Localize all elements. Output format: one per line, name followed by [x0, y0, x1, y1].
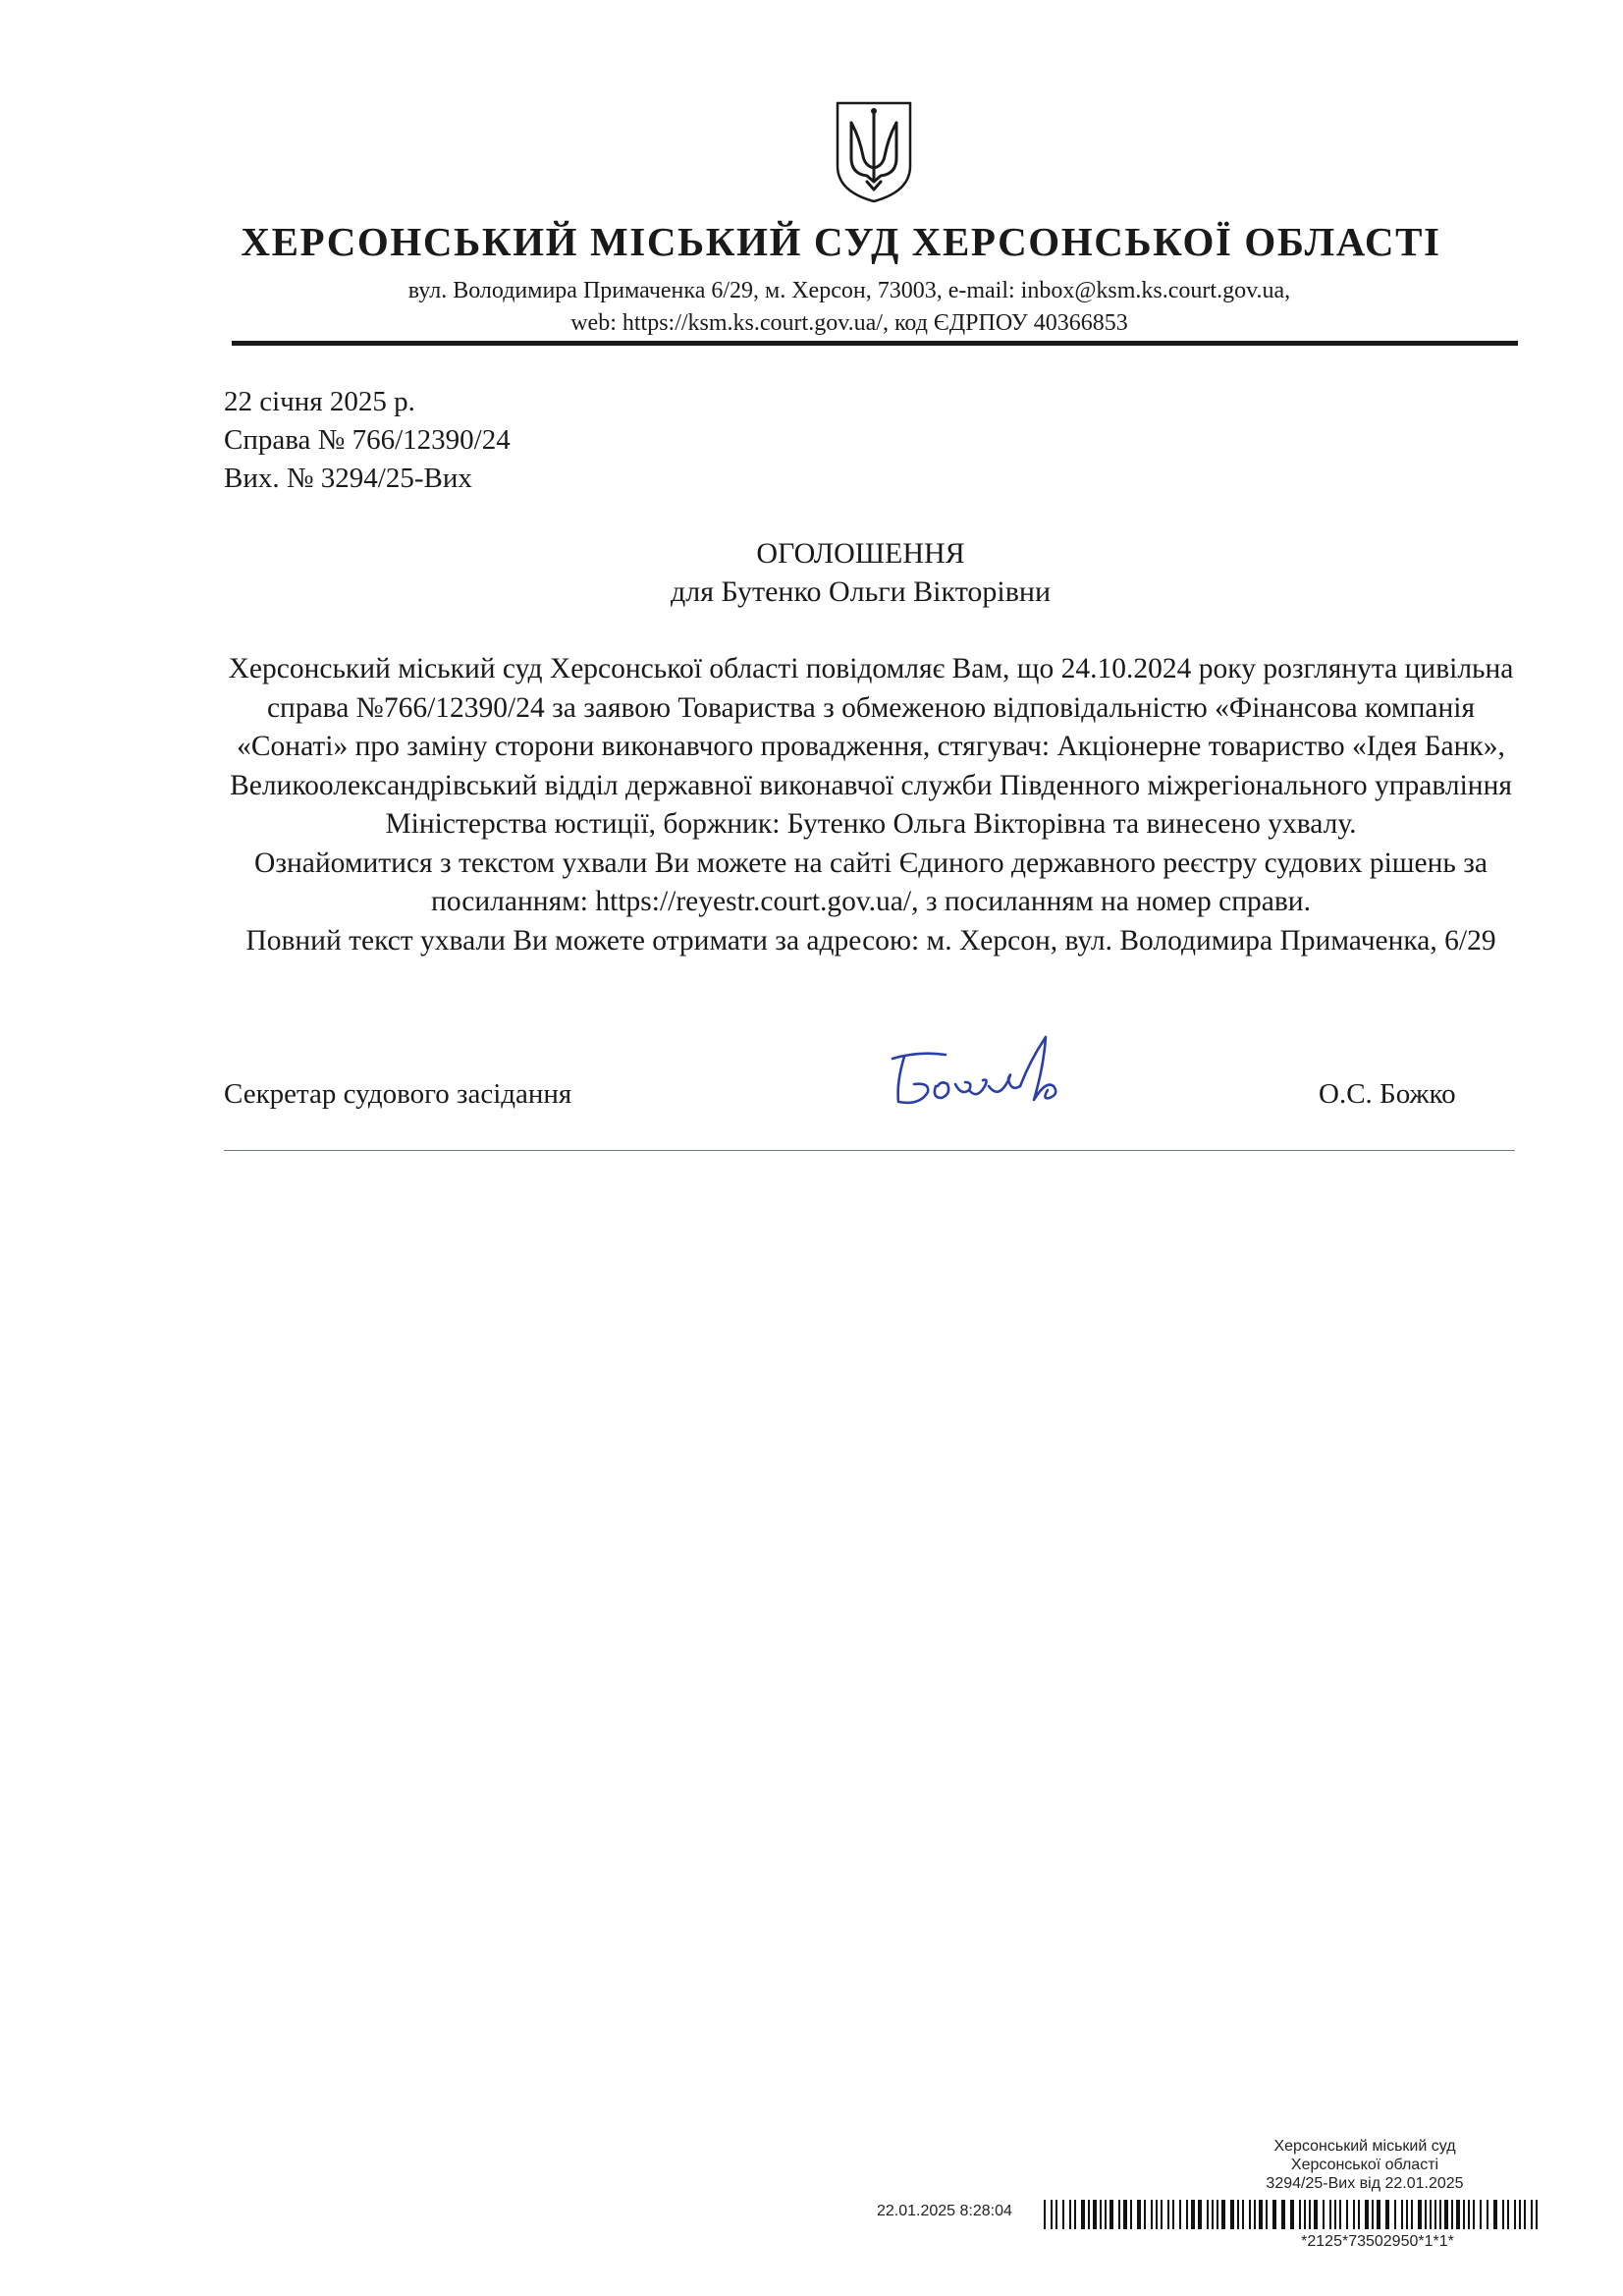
barcode-bar: [1186, 2200, 1188, 2229]
barcode-bar: [1123, 2200, 1127, 2229]
barcode-bar: [1093, 2200, 1097, 2229]
barcode-bar: [1480, 2200, 1482, 2229]
court-name: ХЕРСОНСЬКИЙ МІСЬКИЙ СУД ХЕРСОНСЬКОЇ ОБЛАСТІ: [241, 219, 1441, 264]
barcode-bar: [1365, 2200, 1369, 2229]
barcode-bar: [1100, 2200, 1102, 2229]
barcode-bar: [1242, 2200, 1244, 2229]
barcode-bar: [1502, 2200, 1504, 2229]
barcode-bar: [1151, 2200, 1153, 2229]
barcode-bar: [1230, 2200, 1234, 2229]
announcement-body: [218, 650, 1524, 960]
barcode-bar: [1051, 2200, 1053, 2229]
barcode-bar: [1487, 2200, 1488, 2229]
barcode-bar: [1418, 2200, 1422, 2229]
barcode-bar: [1304, 2200, 1306, 2229]
body-paragraph-3: Повний текст ухвали Ви можете отримати за адресою: м. Херсон, вул. Володимира Примаченка, 6/29: [245, 924, 1496, 957]
barcode-bar: [1524, 2200, 1526, 2229]
barcode-bar: [1456, 2200, 1460, 2229]
barcode-bar: [1425, 2200, 1427, 2229]
barcode-bar: [1217, 2200, 1218, 2229]
barcode-bar: [1272, 2200, 1276, 2229]
court-address: [295, 275, 1404, 340]
barcode-bar: [1434, 2200, 1436, 2229]
barcode-bar: [1536, 2200, 1538, 2229]
barcode-bar: [1531, 2200, 1533, 2229]
barcode-bar: [1514, 2200, 1516, 2229]
body-paragraph-1: Херсонський міський суд Херсонської області повідомляє Вам, що 24.10.2024 року розглянута цивільна справа №766/12390/24 за заявою Товариства з обмеженою відповідальністю «Фінансова компанія «Сонаті» про заміну сторони виконавчого провадження, стягувач: Акціонерне товариство «Ідея Банк», Великоолександрівський відділ державної виконавчої служби Південного міжрегіонального управління Міністерства юстиції, боржник: Бутенко Ольга Вікторівна та винесено ухвалу.: [228, 653, 1514, 840]
address-line-2: web: https://ksm.ks.court.gov.ua/, код ЄДРПОУ 40366853: [570, 310, 1128, 336]
barcode-bar: [1088, 2200, 1090, 2229]
barcode-bar: [1069, 2200, 1071, 2229]
barcode-bar: [1411, 2200, 1413, 2229]
barcode-bar: [1191, 2200, 1195, 2229]
barcode-bar: [1207, 2200, 1209, 2229]
barcode-bar: [1137, 2200, 1141, 2229]
barcode-bar: [1451, 2200, 1453, 2229]
stamp-line-2: Херсонської області: [1290, 2157, 1439, 2173]
barcode-bar: [1385, 2200, 1389, 2229]
barcode-bar: [1493, 2200, 1497, 2229]
document-meta: [224, 383, 511, 498]
barcode-bar: [1055, 2200, 1057, 2229]
barcode-icon: [1044, 2200, 1544, 2229]
stamp-line-3: 3294/25-Вих від 22.01.2025: [1266, 2175, 1464, 2192]
barcode-bar: [1463, 2200, 1465, 2229]
barcode-bar: [1406, 2200, 1408, 2229]
barcode-bar: [1358, 2200, 1360, 2229]
signature-divider: [224, 1150, 1515, 1151]
body-paragraph-2: Ознайомитися з текстом ухвали Ви можете на сайті Єдиного державного реєстру судових рішень за посиланням: https://reyestr.court.gov.ua/, з посиланням на номер справи.: [254, 847, 1488, 917]
signer-name: О.С. Божко: [1319, 1078, 1456, 1110]
barcode-bar: [1237, 2200, 1239, 2229]
barcode-bar: [1323, 2200, 1325, 2229]
signer-title: Секретар судового засідання: [224, 1078, 572, 1110]
barcode-bar: [1156, 2200, 1158, 2229]
barcode-bar: [1299, 2200, 1301, 2229]
barcode-bar: [1074, 2200, 1076, 2229]
stamp-barcode-code: *2125*73502950*1*1*: [1301, 2233, 1454, 2250]
barcode-bar: [1473, 2200, 1475, 2229]
registration-stamp: [1109, 2137, 1620, 2193]
barcode-bar: [1221, 2200, 1225, 2229]
barcode-bar: [1259, 2200, 1263, 2229]
barcode-bar: [1309, 2200, 1311, 2229]
barcode-bar: [1081, 2200, 1085, 2229]
barcode-bar: [1281, 2200, 1285, 2229]
barcode-bar: [1394, 2200, 1396, 2229]
barcode-bar: [1109, 2200, 1113, 2229]
barcode-bar: [1519, 2200, 1521, 2229]
barcode-bar: [1249, 2200, 1251, 2229]
barcode-bar: [1130, 2200, 1132, 2229]
barcode-bar: [1401, 2200, 1403, 2229]
outgoing-number: Вих. № 3294/25-Вих: [224, 463, 472, 494]
barcode-bar: [1329, 2200, 1331, 2229]
barcode-bar: [1161, 2200, 1163, 2229]
stamp-timestamp: 22.01.2025 8:28:04: [877, 2203, 1012, 2219]
barcode-bar: [1062, 2200, 1064, 2229]
barcode-bar: [1430, 2200, 1432, 2229]
barcode-bar: [1266, 2200, 1268, 2229]
document-date: 22 січня 2025 р.: [224, 386, 415, 417]
barcode-bar: [1444, 2200, 1448, 2229]
barcode-bar: [1339, 2200, 1341, 2229]
barcode-bar: [1353, 2200, 1355, 2229]
barcode-bar: [1044, 2200, 1046, 2229]
barcode-bar: [1118, 2200, 1120, 2229]
announcement-heading: [49, 534, 1623, 611]
barcode-bar: [1314, 2200, 1318, 2229]
address-line-1: вул. Володимира Примаченка 6/29, м. Херсон, 73003, e-mail: inbox@ksm.ks.court.gov.ua,: [407, 278, 1291, 303]
stamp-line-1: Херсонський міський суд: [1273, 2138, 1456, 2155]
barcode-bar: [1377, 2200, 1380, 2229]
trident-emblem-icon: [828, 97, 920, 205]
header-divider: [232, 341, 1518, 346]
barcode-bar: [1372, 2200, 1374, 2229]
barcode-bar: [1507, 2200, 1509, 2229]
barcode-bar: [1198, 2200, 1202, 2229]
barcode-bar: [1346, 2200, 1348, 2229]
barcode-bar: [1212, 2200, 1214, 2229]
case-number: Справа № 766/12390/24: [224, 424, 511, 456]
handwritten-signature: [879, 1021, 1105, 1120]
barcode-bar: [1468, 2200, 1470, 2229]
barcode-bar: [1179, 2200, 1181, 2229]
announcement-title: ОГОЛОШЕННЯ: [756, 537, 965, 570]
barcode-bar: [1290, 2200, 1294, 2229]
barcode-bar: [1254, 2200, 1256, 2229]
barcode-bar: [1439, 2200, 1441, 2229]
announcement-recipient: для Бутенко Ольги Вікторівни: [670, 575, 1052, 608]
barcode-bar: [1172, 2200, 1174, 2229]
barcode-bar: [1105, 2200, 1107, 2229]
barcode-bar: [1167, 2200, 1169, 2229]
barcode-bar: [1144, 2200, 1146, 2229]
barcode-bar: [1334, 2200, 1336, 2229]
